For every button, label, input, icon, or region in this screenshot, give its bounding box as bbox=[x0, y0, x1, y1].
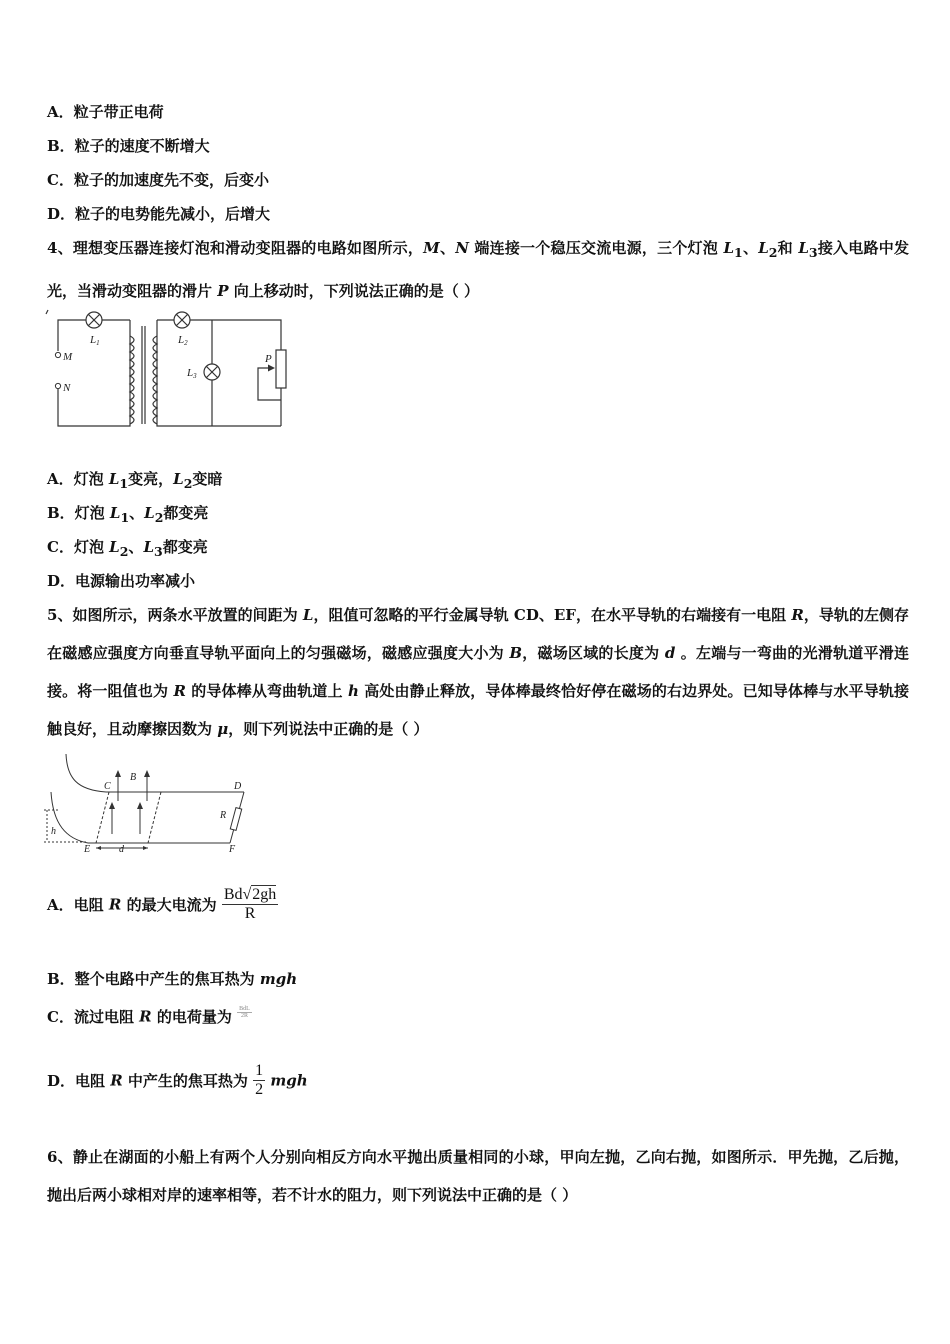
q4-stem: 4、理想变压器连接灯泡和滑动变阻器的电路如图所示，M、N 端连接一个稳压交流电源，三个灯泡 $L_1$、$L_2$和 $L_3$接入电路中发光，当滑动变阻器的滑片 P 向上移动时，下列说法正确的是（ ） bbox=[47, 239, 909, 300]
q3-option-c: C．粒子的加速度先不变，后变小 bbox=[47, 171, 269, 189]
label-m: M bbox=[63, 351, 73, 363]
q3-option-a: A．粒子带正电荷 bbox=[47, 103, 164, 121]
label-n: N bbox=[63, 382, 71, 394]
half-fraction: $\frac{1}{2}$ bbox=[255, 1062, 264, 1098]
lamp-l3-icon bbox=[204, 364, 220, 380]
transformer-circuit-figure bbox=[44, 308, 294, 436]
label-b: B bbox=[130, 772, 137, 783]
label-r: R bbox=[220, 810, 227, 821]
label-c: C bbox=[104, 781, 111, 792]
q6-stem: 6、静止在湖面的小船上有两个人分别向相反方向水平抛出质量相同的小球，甲向左抛，乙向右抛，如图所示．甲先抛，乙后抛，抛出后两小球相对岸的速率相等，若不计水的阻力，则下列说法中正确的是（ ） bbox=[47, 1148, 909, 1204]
terminal-m bbox=[55, 352, 60, 357]
label-f: F bbox=[229, 844, 236, 855]
q3-option-b: B．粒子的速度不断增大 bbox=[47, 137, 210, 155]
rail-magnetic-field-figure bbox=[44, 752, 254, 856]
label-e: E bbox=[84, 844, 91, 855]
label-h: h bbox=[51, 826, 56, 837]
q5-option-b: B．整个电路中产生的焦耳热为 mgh bbox=[47, 970, 298, 988]
label-d-length: d bbox=[119, 844, 124, 855]
q5-option-c: C．流过电阻 R 的电荷量为 $\frac{\text{BdL}}{2R}$ bbox=[47, 1006, 250, 1026]
label-l2: L2 bbox=[178, 334, 188, 347]
label-p: P bbox=[265, 353, 272, 365]
lamp-l1-icon bbox=[86, 312, 102, 328]
label-d: D bbox=[234, 781, 242, 792]
q4-option-c: C．灯泡 $L_2$、$L_3$都变亮 bbox=[47, 538, 208, 559]
q5-option-a: A．电阻 R 的最大电流为 $\frac{Bd√2gh}{R}$ bbox=[47, 886, 277, 922]
resistor-r-icon bbox=[230, 808, 241, 831]
terminal-n bbox=[55, 383, 60, 388]
lamp-l2-icon bbox=[174, 312, 190, 328]
q3-option-d: D．粒子的电势能先减小，后增大 bbox=[47, 205, 271, 223]
q4-option-b: B．灯泡 $L_1$、$L_2$都变亮 bbox=[47, 504, 209, 525]
charge-formula: $\frac{\text{BdL}}{2R}$ bbox=[239, 1006, 250, 1019]
q5-option-d: D．电阻 R 中产生的焦耳热为 $\frac{1}{2}$ mgh bbox=[47, 1062, 308, 1098]
label-l3: L3 bbox=[187, 367, 197, 380]
q4-option-a: A．灯泡 $L_1$变亮，$L_2$变暗 bbox=[47, 470, 223, 491]
label-l1: L1 bbox=[90, 334, 100, 347]
q5-stem: 5、如图所示，两条水平放置的间距为 L，阻值可忽略的平行金属导轨 CD、EF，在水平导轨的右端接有一电阻 R，导轨的左侧存在磁感应强度方向垂直导轨平面向上的匀强磁场，磁感应强度大小为 B，磁场区域的长度为 d 。左端与一弯曲的光滑轨道平滑连接。将一阻值也为 R 的导体棒从弯曲轨道上 h 高处由静止释放，导体棒最终恰好停在磁场的右边界处。已知导体棒与水平导轨接触良好，且动摩擦因数为 μ，则下列说法中正确的是（ ） bbox=[47, 606, 909, 738]
q4-option-d: D．电源输出功率减小 bbox=[47, 572, 196, 590]
max-current-formula: $\frac{Bd√2gh}{R}$ bbox=[223, 886, 277, 922]
